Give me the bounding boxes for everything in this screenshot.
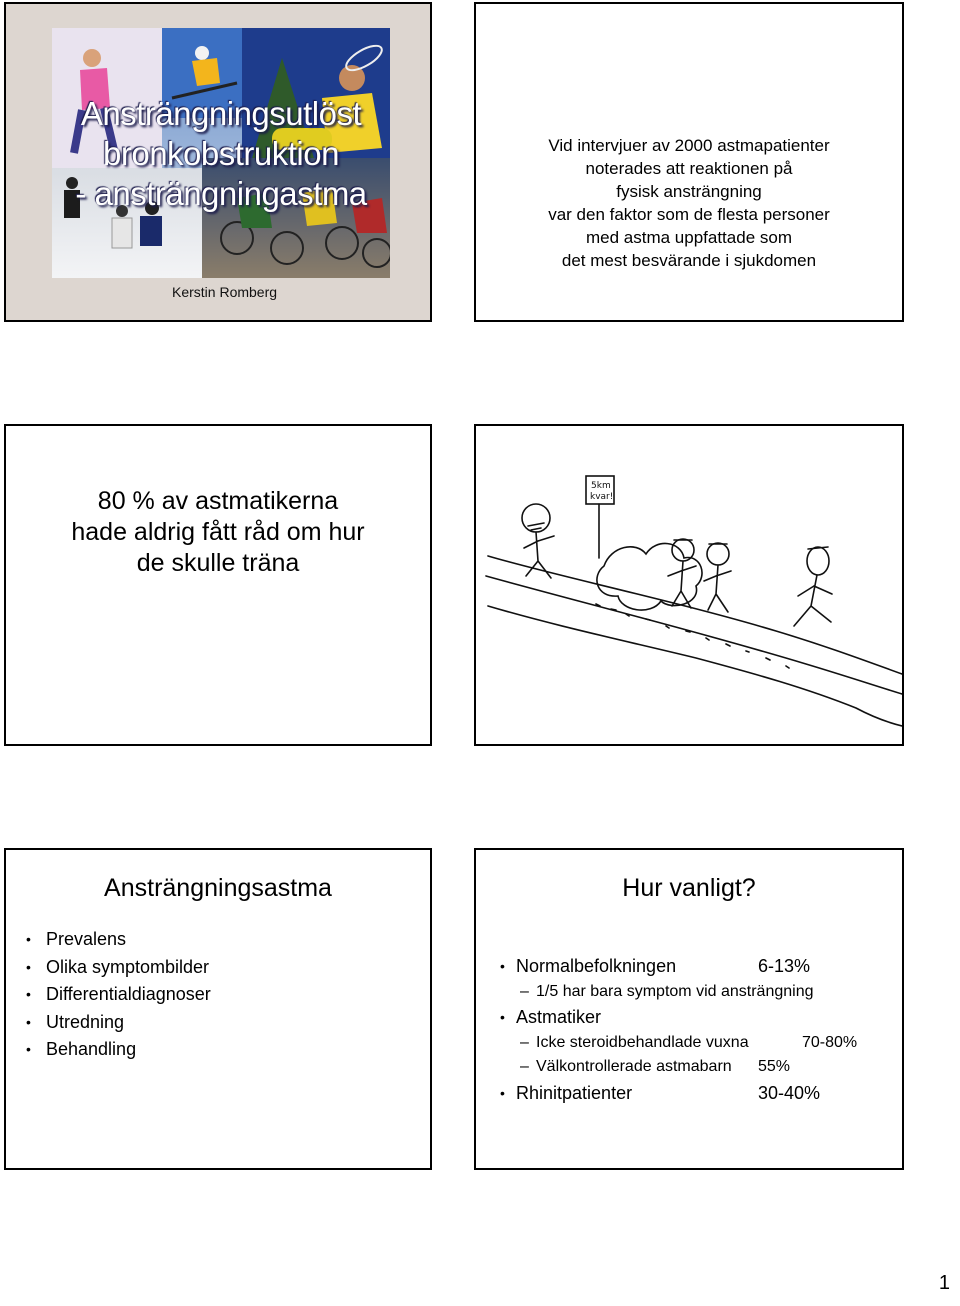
runners-cartoon [476, 426, 902, 744]
text-line: de skulle träna [136, 549, 300, 577]
list-item: • Behandling [26, 1036, 211, 1064]
text-line: Vid intervjuer av 2000 astmapatienter [548, 136, 830, 155]
row-label: Välkontrollerade astmabarn [536, 1058, 732, 1075]
slide-cartoon [474, 424, 904, 746]
slide-title [4, 2, 432, 322]
slide-statistic [4, 424, 432, 746]
slide-prevalence [474, 848, 904, 1170]
dash-icon: – [520, 1034, 529, 1051]
bullet-icon: • [500, 958, 505, 974]
row-label: Rhinitpatienter [516, 1083, 633, 1103]
dash-icon: – [520, 1058, 529, 1075]
text-line: var den faktor som de flesta personer [548, 205, 830, 224]
row-value: 70-80% [802, 1034, 858, 1051]
sign-text-2: kvar! [590, 492, 614, 502]
row-label: Astmatiker [516, 1007, 602, 1027]
page-number: 1 [938, 1272, 950, 1294]
text-line: 80 % av astmatikerna [97, 487, 339, 515]
row-value: 55% [758, 1058, 791, 1075]
row-value: 30-40% [758, 1083, 821, 1103]
author-name: Kerstin Romberg [172, 284, 278, 300]
interview-text [476, 134, 902, 272]
sign-text-1: 5km [591, 481, 611, 491]
list-item: • Utredning [26, 1009, 211, 1037]
statistic-text [6, 486, 430, 579]
slide-title: Hur vanligt? [622, 874, 756, 902]
row-label: 1/5 har bara symptom vid ansträngning [536, 983, 814, 1000]
title-line-3: - ansträngningastma [75, 175, 367, 212]
text-line: fysisk ansträngning [616, 182, 762, 201]
bullet-icon: • [500, 1085, 505, 1101]
dash-icon: – [520, 983, 529, 1000]
text-line: det mest besvärande i sjukdomen [561, 251, 817, 270]
slide-title: Ansträngningsastma [104, 874, 332, 902]
slide-interview [474, 2, 904, 322]
text-line: med astma uppfattade som [585, 228, 792, 247]
list-item: • Prevalens [26, 926, 211, 954]
title-line-1: Ansträngningsutlöst [80, 95, 362, 132]
list-item: • Olika symptombilder [26, 954, 211, 982]
bullet-icon: • [500, 1009, 505, 1025]
slide-overview [4, 848, 432, 1170]
row-label: Normalbefolkningen [516, 956, 677, 976]
row-label: Icke steroidbehandlade vuxna [536, 1034, 749, 1051]
title-line-2: bronkobstruktion [103, 135, 339, 172]
text-line: hade aldrig fått råd om hur [71, 518, 365, 546]
list-item: • Differentialdiagnoser [26, 981, 211, 1009]
topic-list [26, 926, 211, 1064]
row-value: 6-13% [758, 956, 811, 976]
text-line: noterades att reaktionen på [585, 159, 793, 178]
